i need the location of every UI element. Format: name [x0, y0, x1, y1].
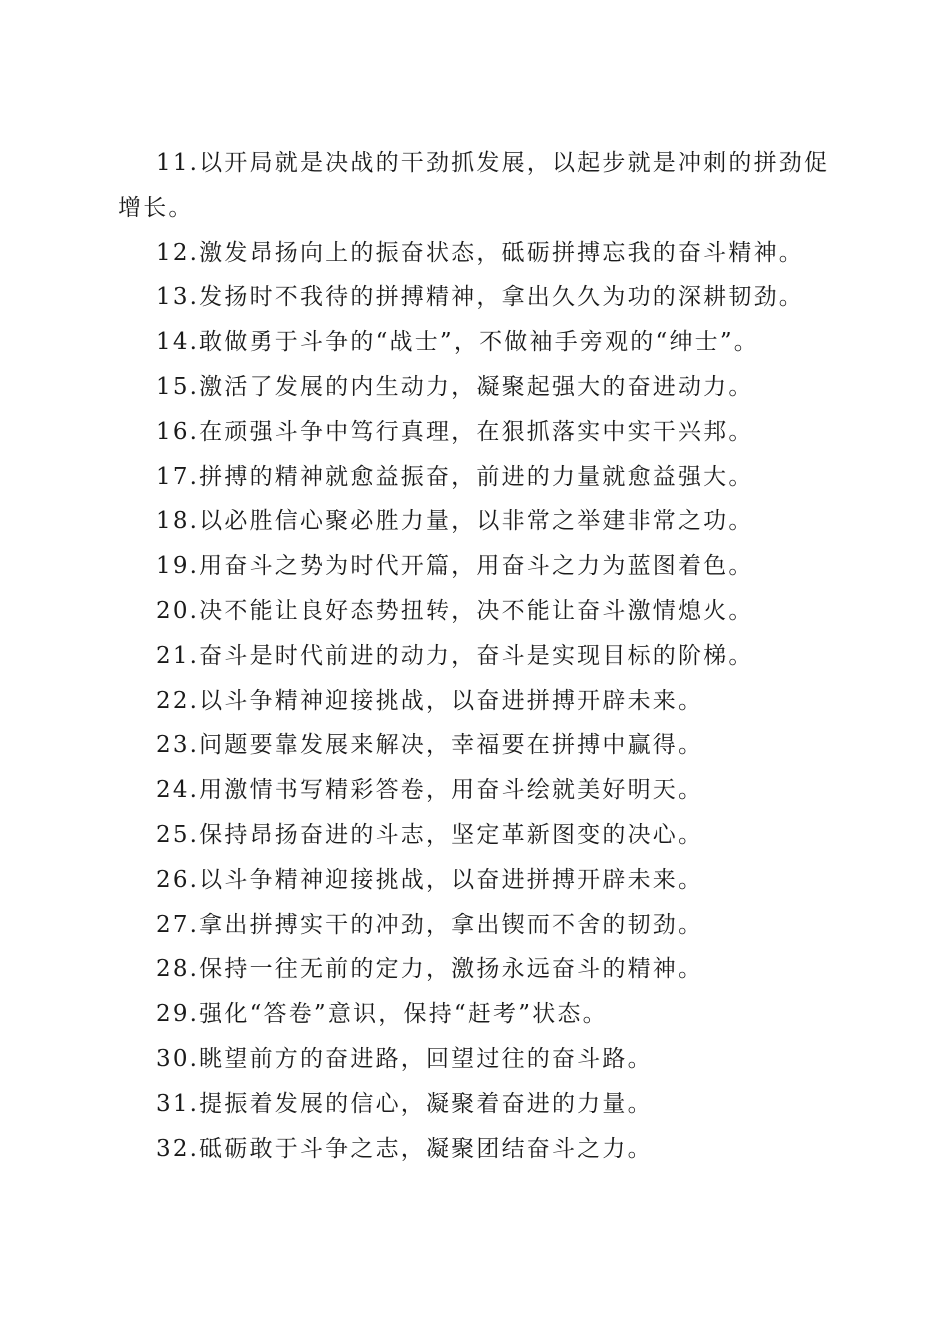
list-item: 20.决不能让良好态势扭转，决不能让奋斗激情熄火。 [156, 597, 754, 624]
list-item: 22.以斗争精神迎接挑战，以奋进拼搏开辟未来。 [156, 687, 704, 714]
list-item: 19.用奋斗之势为时代开篇，用奋斗之力为蓝图着色。 [156, 553, 754, 580]
document-body [118, 141, 833, 1171]
list-item: 18.以必胜信心聚必胜力量，以非常之举建非常之功。 [156, 508, 754, 535]
list-item: 11.以开局就是决战的干劲抓发展，以起步就是冲刺的拼劲促增长。 [118, 150, 830, 221]
list-item: 21.奋斗是时代前进的动力，奋斗是实现目标的阶梯。 [156, 642, 754, 669]
list-item: 30.眺望前方的奋进路，回望过往的奋斗路。 [156, 1045, 653, 1072]
list-item: 28.保持一往无前的定力，激扬永远奋斗的精神。 [156, 956, 704, 983]
list-item: 25.保持昂扬奋进的斗志，坚定革新图变的决心。 [156, 821, 704, 848]
list-item: 14.敢做勇于斗争的“战士”，不做袖手旁观的“绅士”。 [156, 329, 760, 356]
list-item: 13.发扬时不我待的拼搏精神，拿出久久为功的深耕韧劲。 [156, 284, 804, 311]
list-item: 24.用激情书写精彩答卷，用奋斗绘就美好明天。 [156, 777, 704, 804]
list-item: 31.提振着发展的信心，凝聚着奋进的力量。 [156, 1090, 653, 1117]
list-item: 15.激活了发展的内生动力，凝聚起强大的奋进动力。 [156, 373, 754, 400]
list-item: 23.问题要靠发展来解决，幸福要在拼搏中赢得。 [156, 732, 704, 759]
list-item: 12.激发昂扬向上的振奋状态，砥砺拼搏忘我的奋斗精神。 [156, 239, 804, 266]
list-item: 32.砥砺敢于斗争之志，凝聚团结奋斗之力。 [156, 1135, 653, 1162]
list-item: 27.拿出拼搏实干的冲劲，拿出锲而不舍的韧劲。 [156, 911, 704, 938]
list-item: 26.以斗争精神迎接挑战，以奋进拼搏开辟未来。 [156, 866, 704, 893]
list-item: 17.拼搏的精神就愈益振奋，前进的力量就愈益强大。 [156, 463, 754, 490]
list-item: 29.强化“答卷”意识，保持“赶考”状态。 [156, 1001, 608, 1028]
list-item: 16.在顽强斗争中笃行真理，在狠抓落实中实干兴邦。 [156, 418, 754, 445]
